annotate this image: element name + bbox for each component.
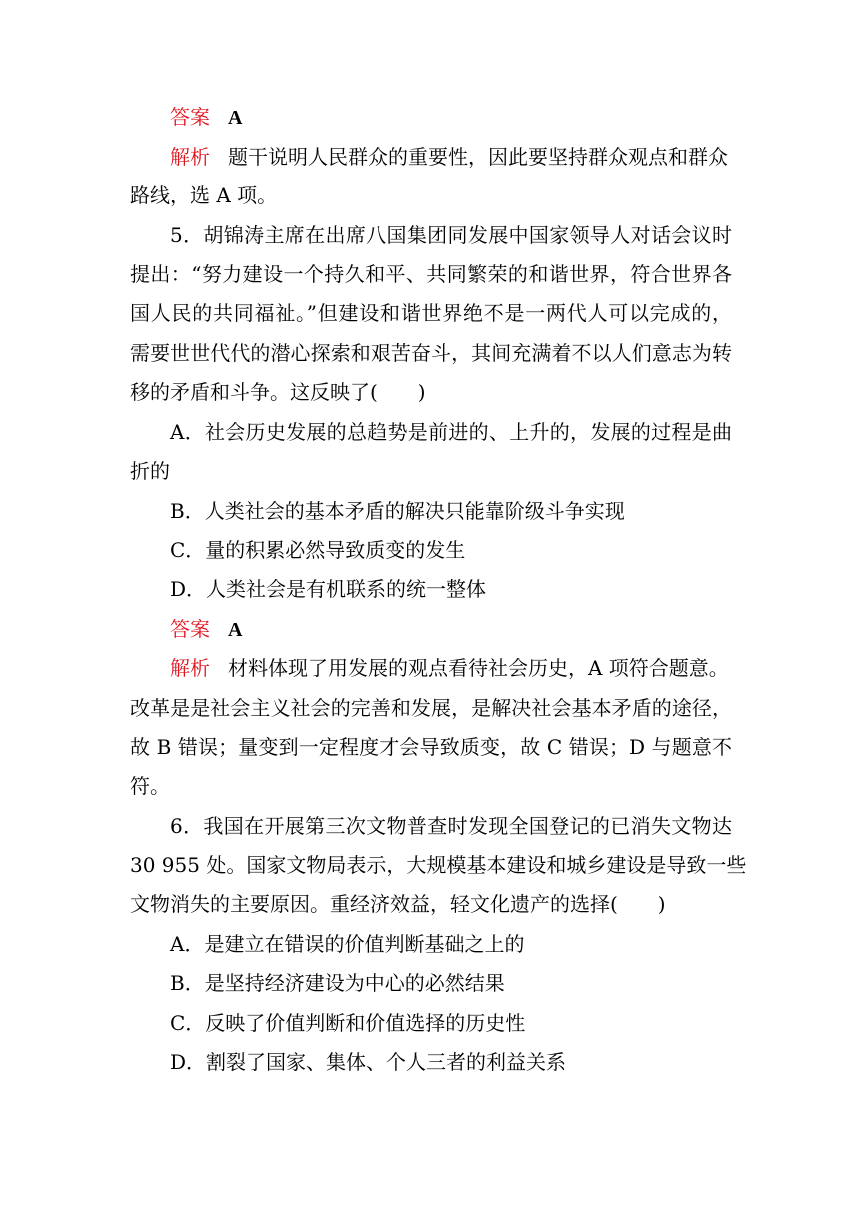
- explanation-line: [170, 144, 732, 170]
- answer-line: [170, 104, 732, 131]
- option-a: A．社会历史发展的总趋势是前进的、上升的，发展的过程是曲: [170, 420, 732, 444]
- answer-label: 答案: [170, 617, 210, 641]
- question-5-line: 提出：“努力建设一个持久和平、共同繁荣的和谐世界，符合世界各: [130, 262, 732, 286]
- question-5-line: 需要世世代代的潜心探索和艰苦奋斗，其间充满着不以人们意志为转: [130, 341, 732, 365]
- explanation-line: 路线，选 A 项。: [130, 183, 278, 207]
- option-d: D．割裂了国家、集体、个人三者的利益关系: [170, 1050, 567, 1074]
- question-6-line: 6．我国在开展第三次文物普查时发现全国登记的已消失文物达: [170, 814, 732, 838]
- question-6-line: 30 955 处。国家文物局表示，大规模基本建设和城乡建设是导致一些: [130, 853, 747, 877]
- answer-value: A: [228, 619, 243, 641]
- option-c: C．量的积累必然导致质变的发生: [170, 538, 466, 562]
- explanation-line: 故 B 错误；量变到一定程度才会导致质变，故 C 错误；D 与题意不: [130, 735, 732, 759]
- option-b: B．是坚持经济建设为中心的必然结果: [170, 971, 505, 995]
- question-5-line: 国人民的共同福祉。”但建设和谐世界绝不是一两代人可以完成的，: [130, 301, 732, 325]
- explanation-line: [170, 655, 732, 681]
- explanation-line: 改革是是社会主义社会的完善和发展，是解决社会基本矛盾的途径，: [130, 696, 732, 720]
- answer-line: [170, 616, 732, 643]
- option-a: A．是建立在错误的价值判断基础之上的: [170, 932, 525, 956]
- question-5-line: 5．胡锦涛主席在出席八国集团同发展中国家领导人对话会议时: [170, 223, 732, 247]
- explanation-label: 解析: [170, 145, 210, 169]
- answer-value: A: [228, 107, 243, 129]
- explanation-label: 解析: [170, 656, 210, 680]
- option-d: D．人类社会是有机联系的统一整体: [170, 577, 487, 601]
- option-b: B．人类社会的基本矛盾的解决只能靠阶级斗争实现: [170, 499, 625, 523]
- question-5-line: 移的矛盾和斗争。这反映了( ): [130, 380, 426, 404]
- option-c: C．反映了价值判断和价值选择的历史性: [170, 1011, 526, 1035]
- answer-label: 答案: [170, 105, 210, 129]
- question-6-line: 文物消失的主要原因。重经济效益，轻文化遗产的选择( ): [130, 892, 666, 916]
- option-a-cont: 折的: [130, 459, 170, 483]
- explanation-line: 符。: [130, 774, 170, 798]
- explanation-text: 题干说明人民群众的重要性，因此要坚持群众观点和群众: [228, 145, 728, 169]
- explanation-text: 材料体现了用发展的观点看待社会历史，A 项符合题意。: [228, 656, 729, 680]
